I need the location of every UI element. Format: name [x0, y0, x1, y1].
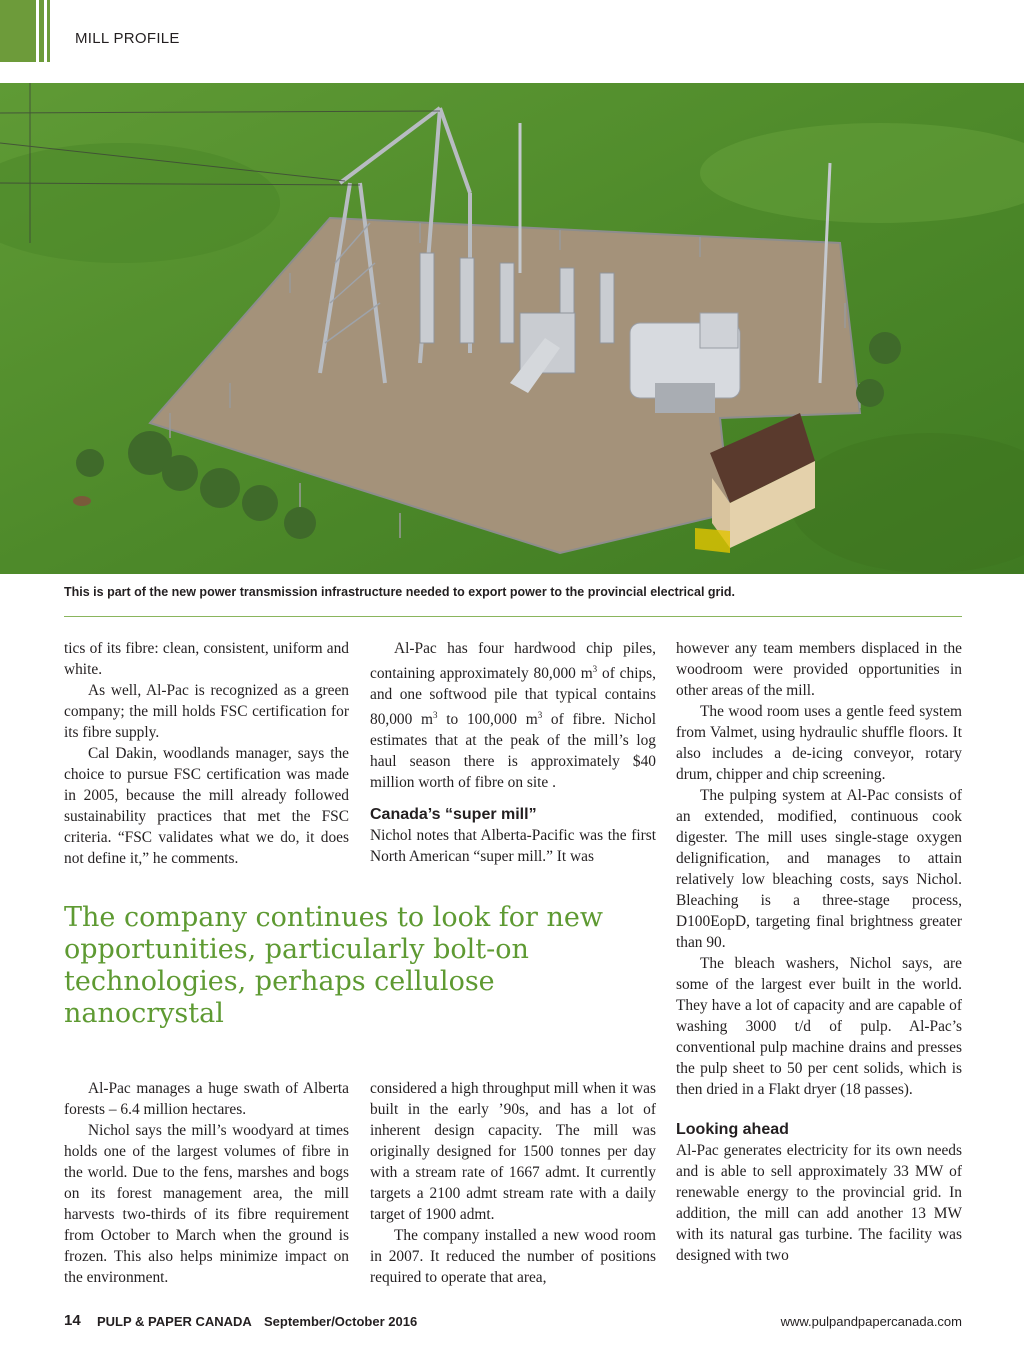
- paragraph: As well, Al-Pac is recognized as a green company; the mill holds FSC certification for its fibre supply.: [64, 682, 349, 741]
- substation-photo: [0, 83, 1024, 574]
- paragraph: Nichol notes that Alberta-Pacific was the first North American “super mill.” It was: [370, 827, 656, 866]
- paragraph: The wood room uses a gentle feed system from Valmet, using hydraulic shuffle floors. It also includes a de-icing conveyor, rotary drum, chipper and chip screening.: [676, 703, 962, 783]
- paragraph: Al-Pac has four hardwood chip piles, containing approximately 80,000 $m^3$ of chips, and one softwood pile that typical contains 80,000 $m^3$ to 100,000 $m^3$ of fibre. Nichol estimates that at the peak of the mill’s log haul season there is approximately $40 million worth of fibre on site .: [370, 640, 656, 792]
- column-2-top: [370, 638, 656, 867]
- publication-name: PULP & PAPER CANADA: [97, 1314, 252, 1329]
- paragraph: Al-Pac manages a huge swath of Alberta forests – 6.4 million hectares.: [64, 1080, 349, 1118]
- paragraph: tics of its fibre: clean, consistent, uniform and white.: [64, 640, 349, 678]
- subheading-super-mill: Canada’s “super mill”: [370, 806, 537, 824]
- column-1-top: [64, 638, 349, 869]
- page-number: 14: [64, 1312, 81, 1329]
- header-accent-bars: [0, 0, 52, 62]
- paragraph: The company installed a new wood room in 2007. It reduced the number of positions required to operate that area,: [370, 1227, 656, 1286]
- paragraph: The pulping system at Al-Pac consists of an extended, modified, continuous cook digester. The mill uses single-stage oxygen delignification, and manages to attain relatively low bleaching costs, says Nichol. Bleaching is a three-stage process, D100EopD, targeting final brightness greater than 90.: [676, 787, 962, 951]
- paragraph: Al-Pac generates electricity for its own needs and is able to sell approximately 33 MW of renewable energy to the provincial grid. In addition, the mill can add another 13 MW with its natural gas turbine. The facility was designed with two: [676, 1142, 962, 1264]
- subheading-looking-ahead: Looking ahead: [676, 1121, 789, 1138]
- paragraph: however any team members displaced in the woodroom were provided opportunities in other areas of the mill.: [676, 640, 962, 699]
- pull-quote: The company continues to look for new opportunities, particularly bolt-on technologies, perhaps cellulose nanocrystal: [64, 902, 603, 1029]
- column-1-bottom: [64, 1078, 349, 1288]
- caption-divider: [64, 616, 962, 617]
- column-2-bottom: [370, 1078, 656, 1288]
- section-label: MILL PROFILE: [75, 30, 180, 47]
- paragraph: considered a high throughput mill when it was built in the early ’90s, and has a lot of inherent design capacity. The mill was originally designed for 1500 tonnes per day with a stream rate of 1667 admt. It currently targets a 2100 admt stream rate with a daily target of 1900 admt.: [370, 1080, 656, 1223]
- website-url: www.pulpandpapercanada.com: [780, 1314, 962, 1329]
- column-3: [676, 638, 962, 1266]
- paragraph: The bleach washers, Nichol says, are some of the largest ever built in the world. They have a lot of capacity and are capable of washing 3000 t/d of pulp. Al-Pac’s conventional pulp machine drains and presses the pulp sheet to 50 per cent solids, which is then dried in a Flakt dryer (18 passes).: [676, 955, 962, 1098]
- issue-date: September/October 2016: [264, 1314, 418, 1329]
- paragraph: Nichol says the mill’s woodyard at times holds one of the largest volumes of fibre in the world. Due to the fens, marshes and bogs on its forest management area, the mill harvests two-thirds of its fibre requirement from October to March when the ground is frozen. This also helps minimize impact on the environment.: [64, 1122, 349, 1286]
- paragraph: Cal Dakin, woodlands manager, says the choice to pursue FSC certification was made in 2005, because the mill already followed sustainability practices that met the FSC criteria. “FSC validates what we do, it does not define it,” he comments.: [64, 745, 349, 867]
- photo-caption: This is part of the new power transmission infrastructure needed to export power to the provincial electrical grid.: [64, 585, 735, 599]
